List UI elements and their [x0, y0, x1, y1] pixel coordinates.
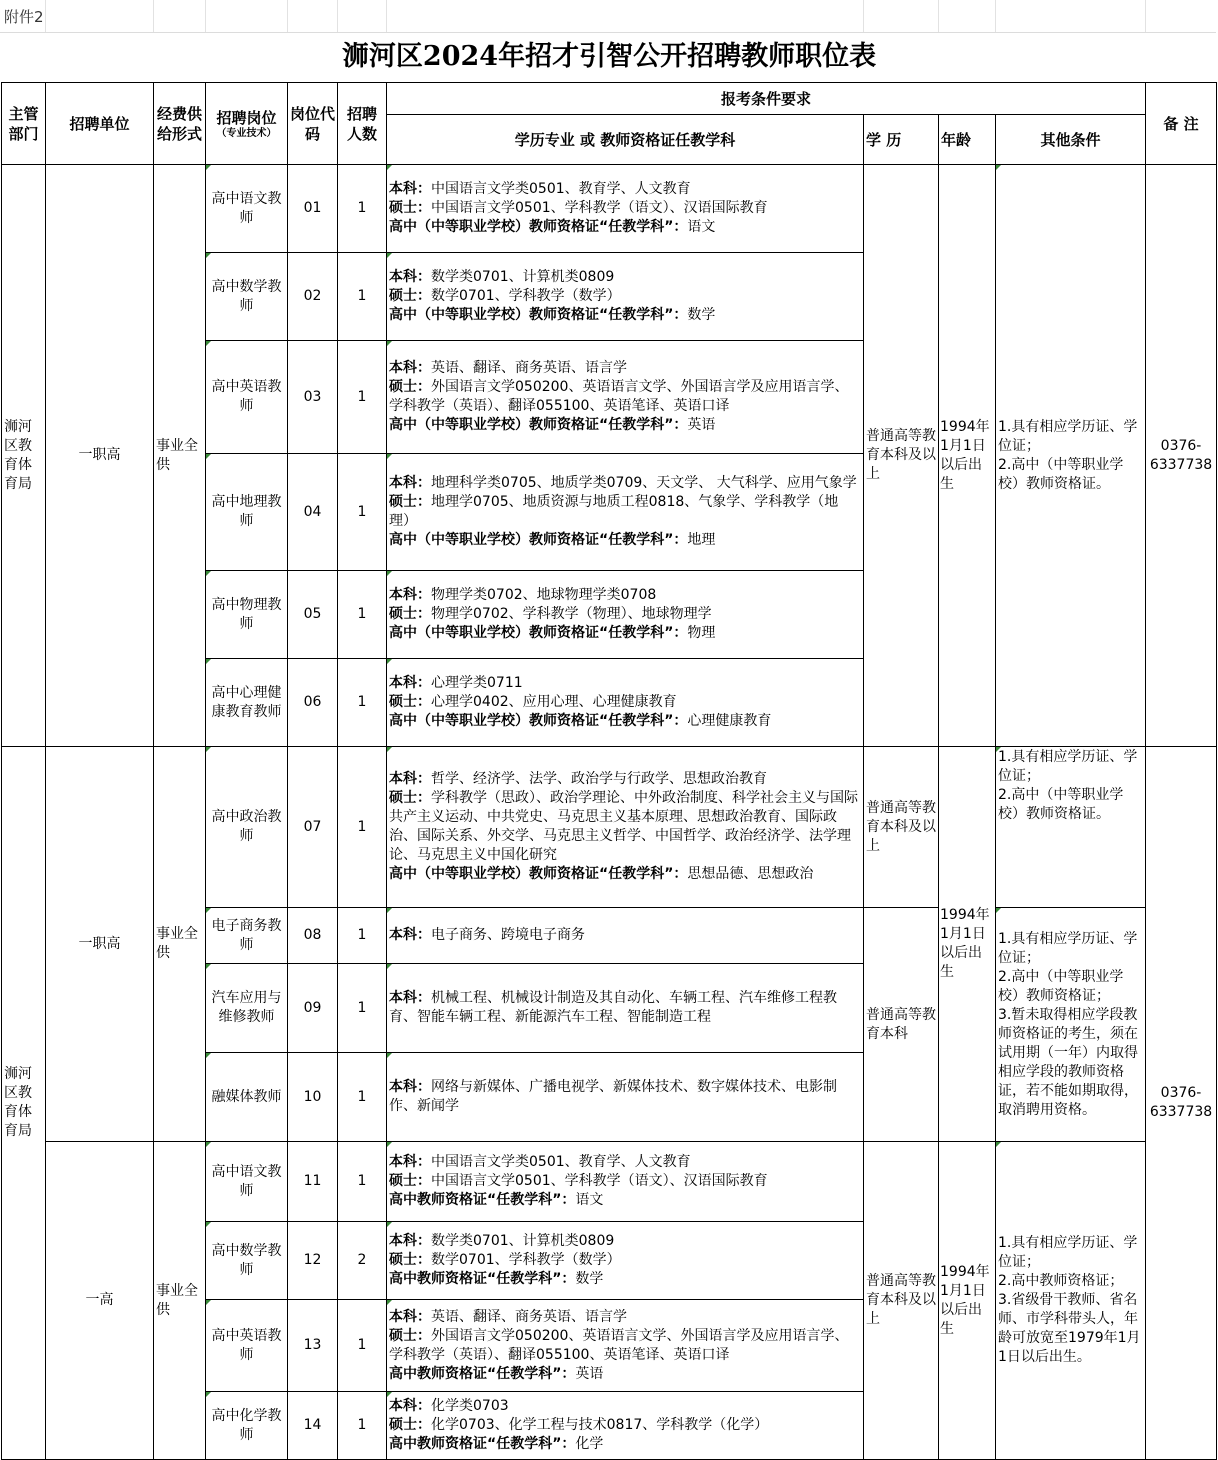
major-cell: [387, 341, 864, 454]
bachelor-label: 本科：: [389, 1308, 431, 1325]
major-cell: [387, 908, 864, 964]
header-post: [206, 83, 288, 165]
header-dept: 主管部门: [2, 83, 46, 165]
header-post-label: 招聘岗位: [216, 108, 277, 127]
age-cell: 1994年1月1日以后出生: [939, 165, 996, 747]
code-cell: 02: [288, 253, 338, 341]
bachelor-text: 化学类0703: [431, 1398, 509, 1414]
count-cell: 1: [338, 253, 387, 341]
major-cell: [387, 1222, 864, 1300]
master-text: 化学0703、化学工程与技术0817、学科教学（化学）: [431, 1417, 769, 1433]
major-cell: [387, 253, 864, 341]
cert-label: 高中（中等职业学校）教师资格证“任教学科”：: [389, 866, 688, 882]
post-cell: 高中数学教师: [206, 1222, 288, 1300]
annex-label: 附件2: [4, 8, 44, 26]
post-cell: 高中语文教师: [206, 1142, 288, 1222]
major-cell: [387, 1053, 864, 1142]
post-cell: 高中政治教师: [206, 747, 288, 908]
code-cell: 11: [288, 1142, 338, 1222]
bachelor-text: 地理科学类0705、地质学类0709、天文学、 大气科学、应用气象学: [431, 475, 857, 491]
post-cell: 高中英语教师: [206, 1300, 288, 1392]
header-code: 岗位代码: [288, 83, 338, 165]
post-cell: 高中数学教师: [206, 253, 288, 341]
table-row: [2, 165, 1217, 253]
table-row: [2, 747, 1217, 908]
cert-text: 英语: [687, 417, 716, 433]
bachelor-label: 本科：: [389, 1233, 431, 1249]
post-cell: 汽车应用与维修教师: [206, 964, 288, 1053]
unit-cell: 一高: [46, 1142, 154, 1460]
count-cell: 2: [338, 1222, 387, 1300]
master-label: 硕士：: [389, 606, 431, 622]
cert-text: 语文: [575, 1192, 604, 1208]
bachelor-label: 本科：: [389, 771, 431, 787]
master-text: 地理学0705、地质资源与地质工程0818、气象学、学科教学（地理）: [389, 494, 839, 529]
major-cell: [387, 659, 864, 747]
cert-text: 数学: [687, 307, 716, 323]
code-cell: 09: [288, 964, 338, 1053]
education-cell: 普通高等教育本科及以上: [864, 1142, 939, 1460]
master-text: 物理学0702、学科教学（物理）、地球物理学: [431, 606, 712, 622]
code-cell: 14: [288, 1392, 338, 1460]
unit-cell: 一职高: [46, 747, 154, 1142]
dept-cell: 浉河区教育体育局: [2, 747, 46, 1460]
code-cell: 01: [288, 165, 338, 253]
table-row: [2, 1142, 1217, 1222]
cert-label: 高中教师资格证“任教学科”：: [389, 1436, 576, 1452]
master-label: 硕士：: [389, 1417, 431, 1433]
master-text: 数学0701、学科教学（数学）: [431, 1252, 621, 1268]
cert-label: 高中（中等职业学校）教师资格证“任教学科”：: [389, 219, 688, 235]
code-cell: 07: [288, 747, 338, 908]
post-cell: 电子商务教师: [206, 908, 288, 964]
code-cell: 10: [288, 1053, 338, 1142]
bachelor-label: 本科：: [389, 360, 431, 376]
master-label: 硕士：: [389, 1327, 431, 1344]
header-education: 学 历: [864, 115, 939, 165]
header-requirements: 报考条件要求: [387, 83, 1146, 115]
code-cell: 13: [288, 1300, 338, 1392]
header-funding: 经费供给形式: [154, 83, 206, 165]
count-cell: 1: [338, 1142, 387, 1222]
major-cell: [387, 454, 864, 571]
other-cell: 1.具有相应学历证、学位证； 2.高中（中等职业学校）教师资格证。: [996, 165, 1146, 747]
master-text: 外国语言文学050200、英语语言文学、外国语言学及应用语言学、学科教学（英语）、翻译055100、英语笔译、英语口译: [389, 379, 849, 414]
age-cell: 1994年1月1日以后出生: [939, 1142, 996, 1460]
bachelor-label: 本科：: [389, 475, 431, 491]
count-cell: 1: [338, 454, 387, 571]
remark-cell: 0376-6337738: [1146, 165, 1217, 747]
bachelor-label: 本科：: [389, 1398, 431, 1414]
master-label: 硕士：: [389, 790, 431, 806]
bachelor-text: 中国语言文学类0501、教育学、人文教育: [431, 181, 691, 197]
master-text: 中国语言文学0501、学科教学（语文）、汉语国际教育: [431, 1173, 768, 1189]
master-text: 外国语言文学050200、英语语言文学、外国语言学及应用语言学、学科教学（英语）、翻译055100、英语笔译、英语口译: [389, 1327, 849, 1363]
count-cell: 1: [338, 341, 387, 454]
cert-text: 物理: [687, 625, 716, 641]
bachelor-text: 英语、翻译、商务英语、语言学: [431, 360, 627, 376]
master-label: 硕士：: [389, 288, 431, 304]
count-cell: 1: [338, 1300, 387, 1392]
bachelor-text: 数学类0701、计算机类0809: [431, 269, 615, 285]
cert-label: 高中教师资格证“任教学科”：: [389, 1365, 576, 1382]
cert-label: 高中（中等职业学校）教师资格证“任教学科”：: [389, 625, 688, 641]
cert-label: 高中教师资格证“任教学科”：: [389, 1192, 576, 1208]
cert-text: 化学: [575, 1436, 604, 1452]
cert-label: 高中（中等职业学校）教师资格证“任教学科”：: [389, 417, 688, 433]
post-cell: 高中物理教师: [206, 571, 288, 659]
major-cell: [387, 1300, 864, 1392]
code-cell: 08: [288, 908, 338, 964]
count-cell: 1: [338, 659, 387, 747]
bachelor-text: 网络与新媒体、广播电视学、新媒体技术、数字媒体技术、电影制作、新闻学: [389, 1079, 837, 1114]
education-cell: 普通高等教育本科: [864, 908, 939, 1142]
post-cell: 高中心理健康教育教师: [206, 659, 288, 747]
bachelor-text: 物理学类0702、地球物理学类0708: [431, 587, 657, 603]
bachelor-label: 本科：: [389, 990, 431, 1006]
master-label: 硕士：: [389, 494, 431, 510]
count-cell: 1: [338, 1392, 387, 1460]
code-cell: 03: [288, 341, 338, 454]
other-cell: 1.具有相应学历证、学位证； 2.高中（中等职业学校）教师资格证。: [996, 747, 1146, 908]
bachelor-text: 机械工程、机械设计制造及其自动化、车辆工程、汽车维修工程教育、智能车辆工程、新能源汽车工程、智能制造工程: [389, 990, 837, 1025]
cert-label: 高中（中等职业学校）教师资格证“任教学科”：: [389, 532, 688, 548]
master-text: 学科教学（思政）、政治学理论、中外政治制度、科学社会主义与国际共产主义运动、中共党史、马克思主义基本原理、思想政治教育、国际政治、国际关系、外交学、马克思主义哲学、中国哲学、政治经济学、法学理论、马克思主义中国化研究: [389, 790, 858, 863]
count-cell: 1: [338, 165, 387, 253]
count-cell: 1: [338, 1053, 387, 1142]
count-cell: 1: [338, 747, 387, 908]
header-major: 学历专业 或 教师资格证任教学科: [387, 115, 864, 165]
master-label: 硕士：: [389, 200, 431, 216]
page-title: 浉河区2024年招才引智公开招聘教师职位表: [341, 41, 877, 72]
bachelor-text: 数学类0701、计算机类0809: [431, 1233, 615, 1249]
post-cell: 融媒体教师: [206, 1053, 288, 1142]
bachelor-label: 本科：: [389, 269, 431, 285]
cert-text: 地理: [687, 532, 716, 548]
bachelor-label: 本科：: [389, 675, 431, 691]
cert-label: 高中（中等职业学校）教师资格证“任教学科”：: [389, 307, 688, 323]
funding-cell: 事业全供: [154, 747, 206, 1142]
major-cell: [387, 571, 864, 659]
major-cell: [387, 1142, 864, 1222]
education-cell: 普通高等教育本科及以上: [864, 165, 939, 747]
post-cell: 高中化学教师: [206, 1392, 288, 1460]
post-cell: 高中语文教师: [206, 165, 288, 253]
header-count: 招聘人数: [338, 83, 387, 165]
master-label: 硕士：: [389, 694, 431, 710]
header-unit: 招聘单位: [46, 83, 154, 165]
annex-row: [0, 0, 1216, 33]
cert-text: 语文: [687, 219, 716, 235]
master-text: 数学0701、学科教学（数学）: [431, 288, 621, 304]
remark-cell: 0376-6337738: [1146, 747, 1217, 1460]
count-cell: 1: [338, 571, 387, 659]
bachelor-text: 电子商务、跨境电子商务: [431, 927, 585, 943]
bachelor-label: 本科：: [389, 1079, 431, 1095]
count-cell: 1: [338, 964, 387, 1053]
recruitment-table: [1, 82, 1217, 1460]
bachelor-text: 中国语言文学类0501、教育学、人文教育: [431, 1154, 691, 1170]
master-label: 硕士：: [389, 1173, 431, 1189]
bachelor-text: 哲学、经济学、法学、政治学与行政学、思想政治教育: [431, 771, 767, 787]
header-remark: 备 注: [1146, 83, 1217, 165]
unit-cell: 一职高: [46, 165, 154, 747]
header-row-1: [2, 83, 1217, 115]
major-cell: [387, 964, 864, 1053]
dept-cell: 浉河区教育体育局: [2, 165, 46, 747]
cert-text: 数学: [575, 1271, 604, 1287]
post-cell: 高中地理教师: [206, 454, 288, 571]
header-age: 年龄: [939, 115, 996, 165]
code-cell: 12: [288, 1222, 338, 1300]
post-cell: 高中英语教师: [206, 341, 288, 454]
master-text: 中国语言文学0501、学科教学（语文）、汉语国际教育: [431, 200, 768, 216]
count-cell: 1: [338, 908, 387, 964]
spreadsheet-gridlines: [0, 0, 1218, 32]
funding-cell: 事业全供: [154, 165, 206, 747]
cert-text: 英语: [575, 1365, 604, 1382]
bachelor-text: 心理学类0711: [431, 675, 523, 691]
cert-text: 思想品德、思想政治: [687, 866, 814, 882]
other-cell: 1.具有相应学历证、学位证； 2.高中教师资格证； 3.省级骨干教师、省名师、市学科带头人，年龄可放宽至1979年1月1日以后出生。: [996, 1142, 1146, 1460]
cert-label: 高中（中等职业学校）教师资格证“任教学科”：: [389, 713, 688, 729]
code-cell: 06: [288, 659, 338, 747]
master-label: 硕士：: [389, 1252, 431, 1268]
bachelor-label: 本科：: [389, 181, 431, 197]
bachelor-label: 本科：: [389, 1154, 431, 1170]
code-cell: 04: [288, 454, 338, 571]
bachelor-label: 本科：: [389, 927, 431, 943]
header-other: 其他条件: [996, 115, 1146, 165]
cert-text: 心理健康教育: [687, 713, 772, 729]
major-cell: [387, 747, 864, 908]
education-cell: 普通高等教育本科及以上: [864, 747, 939, 908]
funding-cell: 事业全供: [154, 1142, 206, 1460]
other-cell: 1.具有相应学历证、学位证； 2.高中（中等职业学校）教师资格证； 3.暂未取得相应学段教师资格证的考生，须在试用期（一年）内取得相应学段的教师资格证，若不能如期取得，取消聘用资格。: [996, 908, 1146, 1142]
master-text: 心理学0402、应用心理、心理健康教育: [431, 694, 677, 710]
cert-label: 高中教师资格证“任教学科”：: [389, 1271, 576, 1287]
master-label: 硕士：: [389, 379, 431, 395]
major-cell: [387, 1392, 864, 1460]
major-cell: [387, 165, 864, 253]
bachelor-label: 本科：: [389, 587, 431, 603]
age-cell: 1994年1月1日以后出生: [939, 747, 996, 1142]
bachelor-text: 英语、翻译、商务英语、语言学: [431, 1308, 627, 1325]
code-cell: 05: [288, 571, 338, 659]
header-post-note: （专业技术）: [216, 127, 277, 139]
